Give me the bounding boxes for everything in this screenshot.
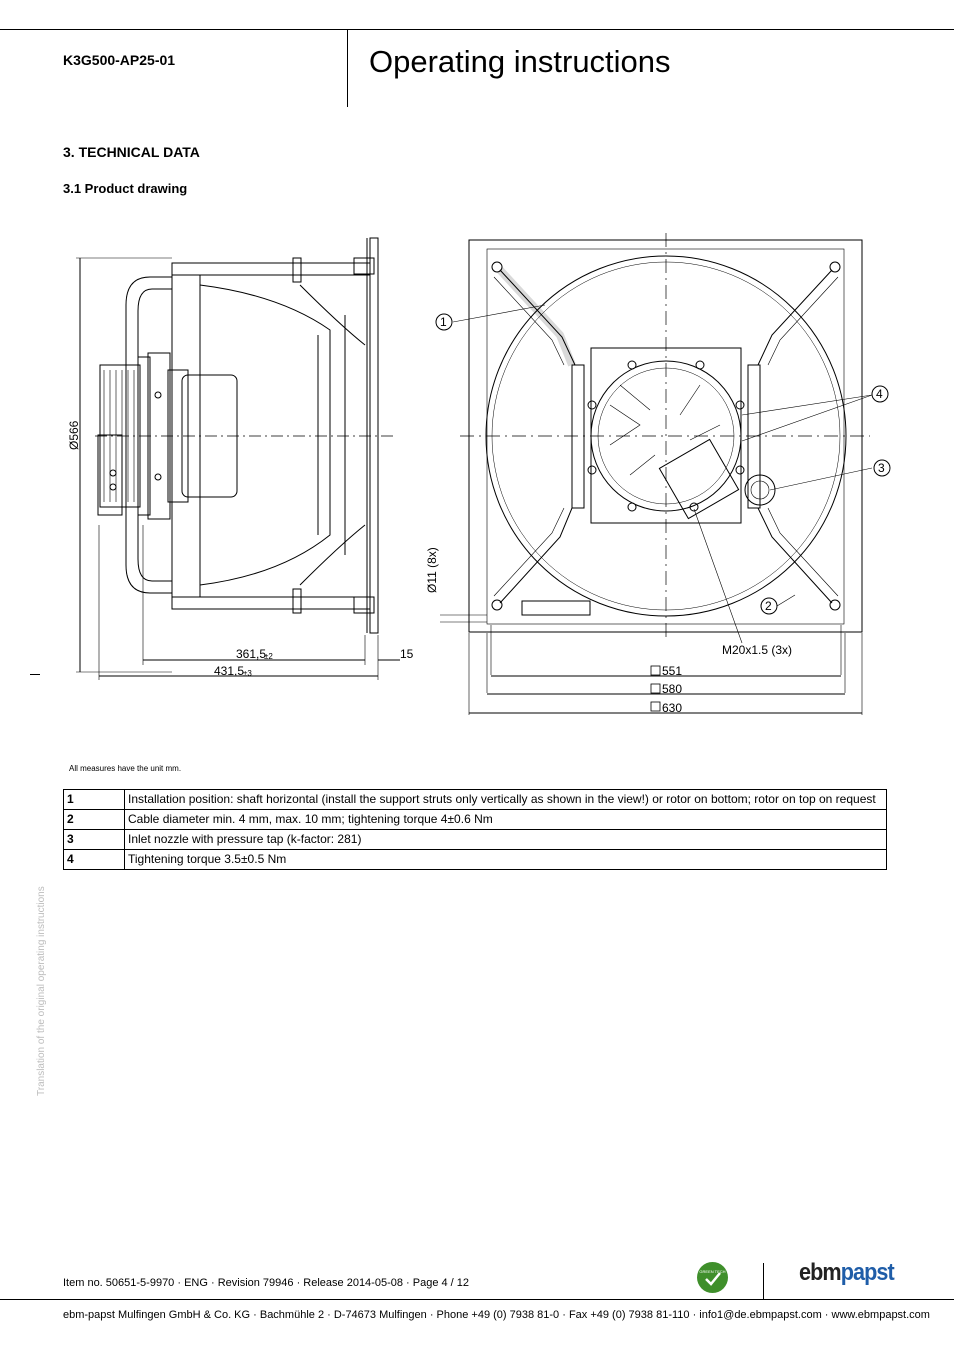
note-number: 2 xyxy=(64,810,125,830)
table-row xyxy=(64,830,887,850)
table-row xyxy=(64,790,887,810)
note-text: Cable diameter min. 4 mm, max. 10 mm; tightening torque 4±0.6 Nm xyxy=(125,810,887,830)
dim-cable: M20x1.5 (3x) xyxy=(722,643,793,657)
subsection-heading: 3.1 Product drawing xyxy=(63,181,188,196)
note-text: Installation position: shaft horizontal (install the support struts only vertically as shown in the view!) or rotor on bottom; rotor on top on request xyxy=(125,790,887,810)
header-divider xyxy=(347,29,348,107)
measures-note: All measures have the unit mm. xyxy=(69,764,182,773)
front-view xyxy=(440,233,872,715)
dim-flange: 15 xyxy=(400,647,414,661)
section-heading: 3. TECHNICAL DATA xyxy=(63,144,200,160)
callout-3: 3 xyxy=(878,461,885,475)
margin-mark xyxy=(30,674,40,675)
notes-table xyxy=(63,789,887,870)
badge-text: GREEN TECH xyxy=(699,1269,726,1274)
table-row xyxy=(64,810,887,830)
header-top-rule xyxy=(0,29,954,30)
product-drawing xyxy=(0,225,954,725)
logo-divider xyxy=(763,1263,764,1299)
note-text: Tightening torque 3.5±0.5 Nm xyxy=(125,850,887,870)
side-view xyxy=(76,238,400,680)
company-info: ebm-papst Mulfingen GmbH & Co. KG · Bachmühle 2 · D-74673 Mulfingen · Phone +49 (0) 7938 81-0 · Fax +49 (0) 7938 81-110 · info1@de.ebmpapst.com · www.ebmpapst.com xyxy=(63,1309,930,1321)
item-info: Item no. 50651-5-9970 · ENG · Revision 79946 · Release 2014-05-08 · Page 4 / 12 xyxy=(63,1277,470,1289)
dim-551: 551 xyxy=(662,664,683,678)
document-title: Operating instructions xyxy=(369,44,671,79)
dim-630: 630 xyxy=(662,701,683,715)
table-row xyxy=(64,850,887,870)
note-number: 4 xyxy=(64,850,125,870)
callout-1: 1 xyxy=(440,315,447,329)
note-text: Inlet nozzle with pressure tap (k-factor: 281) xyxy=(125,830,887,850)
green-tech-badge xyxy=(697,1262,728,1293)
dim-length-2: 431,5 xyxy=(214,664,245,678)
dim-length-1: 361,5 xyxy=(236,647,267,661)
dim-tol-1: ±2 xyxy=(264,652,273,661)
dim-580: 580 xyxy=(662,682,683,696)
dim-tol-2: ±3 xyxy=(243,669,252,678)
dim-diameter: Ø566 xyxy=(67,420,81,450)
side-note: Translation of the original operating instructions xyxy=(36,886,47,1096)
model-number: K3G500-AP25-01 xyxy=(63,52,176,68)
footer-rule xyxy=(0,1299,954,1300)
checkmark-icon xyxy=(697,1262,728,1293)
dim-holes: Ø11 (8x) xyxy=(425,547,439,593)
note-number: 3 xyxy=(64,830,125,850)
callout-4: 4 xyxy=(876,387,883,401)
callout-2: 2 xyxy=(765,599,772,613)
note-number: 1 xyxy=(64,790,125,810)
ebmpapst-logo: ebmpapst xyxy=(799,1259,894,1286)
